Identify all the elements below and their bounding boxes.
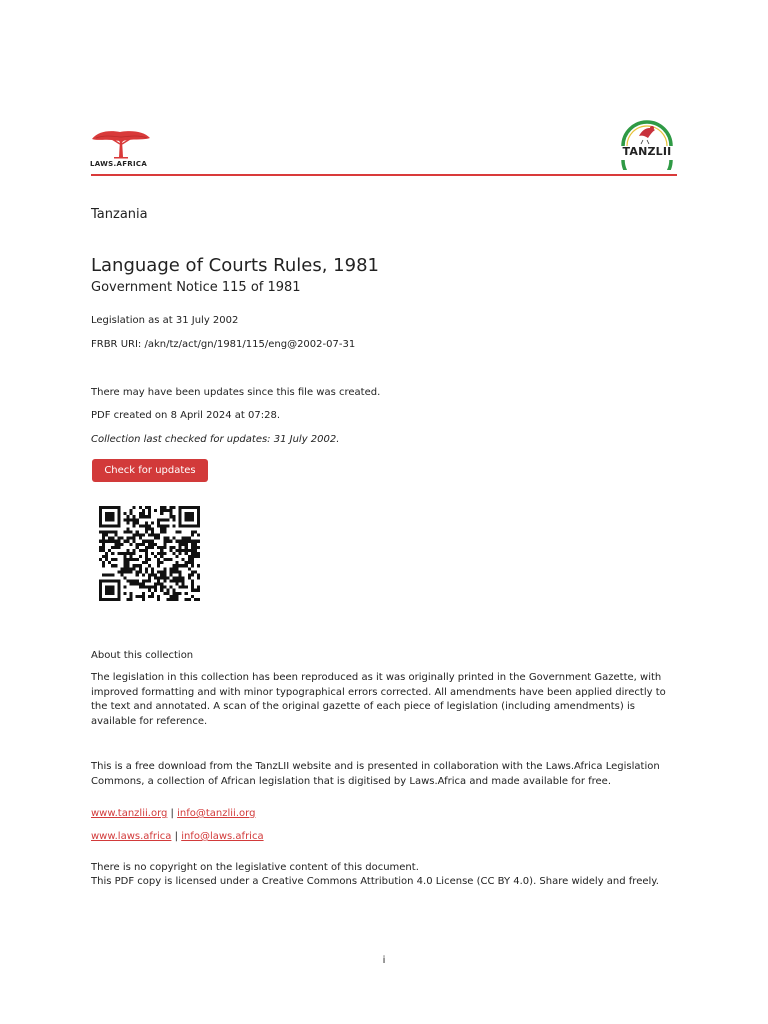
tanzlii-website-link[interactable]: www.tanzlii.org <box>91 808 168 819</box>
link-separator: | <box>174 831 178 842</box>
collection-checked: Collection last checked for updates: 31 July 2002. <box>91 434 340 445</box>
tanzlii-wordmark: TANZLII <box>622 145 672 158</box>
pdf-created: PDF created on 8 April 2024 at 07:28. <box>91 410 280 421</box>
tanzlii-logo <box>617 116 677 170</box>
lawsafrica-links <box>91 831 264 842</box>
qr-code[interactable] <box>99 506 200 601</box>
check-for-updates-button[interactable]: Check for updates <box>92 459 208 482</box>
laws-africa-wordmark: LAWS.AFRICA <box>90 160 148 168</box>
page-number: i <box>382 955 386 966</box>
lawsafrica-email-link[interactable]: info@laws.africa <box>181 831 264 842</box>
country-label: Tanzania <box>91 207 148 222</box>
lawsafrica-website-link[interactable]: www.laws.africa <box>91 831 172 842</box>
qr-code-icon <box>99 506 200 601</box>
legislation-as-at: Legislation as at 31 July 2002 <box>91 315 239 326</box>
frbr-uri: FRBR URI: /akn/tz/act/gn/1981/115/eng@2002-07-31 <box>91 339 356 350</box>
document-title: Language of Courts Rules, 1981 <box>91 255 379 276</box>
header-rule <box>91 174 677 176</box>
copyright-line-2: This PDF copy is licensed under a Creative Commons Attribution 4.0 License (CC BY 4.0). Share widely and freely. <box>91 876 659 887</box>
laws-africa-logo <box>90 127 152 171</box>
tanzlii-emblem-icon <box>617 116 677 170</box>
free-download-text: This is a free download from the TanzLII website and is presented in collaboration with the Laws.Africa Legislation Commons, a collection of African legislation that is digitised by Laws.Africa and made available for free. <box>91 761 660 787</box>
about-heading: About this collection <box>91 650 194 661</box>
acacia-tree-icon <box>90 127 152 161</box>
document-subtitle: Government Notice 115 of 1981 <box>91 280 301 295</box>
link-separator: | <box>170 808 174 819</box>
updates-notice: There may have been updates since this file was created. <box>91 387 381 398</box>
tanzlii-links <box>91 808 255 819</box>
copyright-line-1: There is no copyright on the legislative content of this document. <box>91 862 419 873</box>
about-text: The legislation in this collection has been reproduced as it was originally printed in the Government Gazette, with improved formatting and with minor typographical errors corrected. All amendments have been applied directly to the text and annotated. A scan of the original gazette of each piece of legislation (including amendments) is available for reference. <box>91 672 666 727</box>
tanzlii-email-link[interactable]: info@tanzlii.org <box>177 808 256 819</box>
